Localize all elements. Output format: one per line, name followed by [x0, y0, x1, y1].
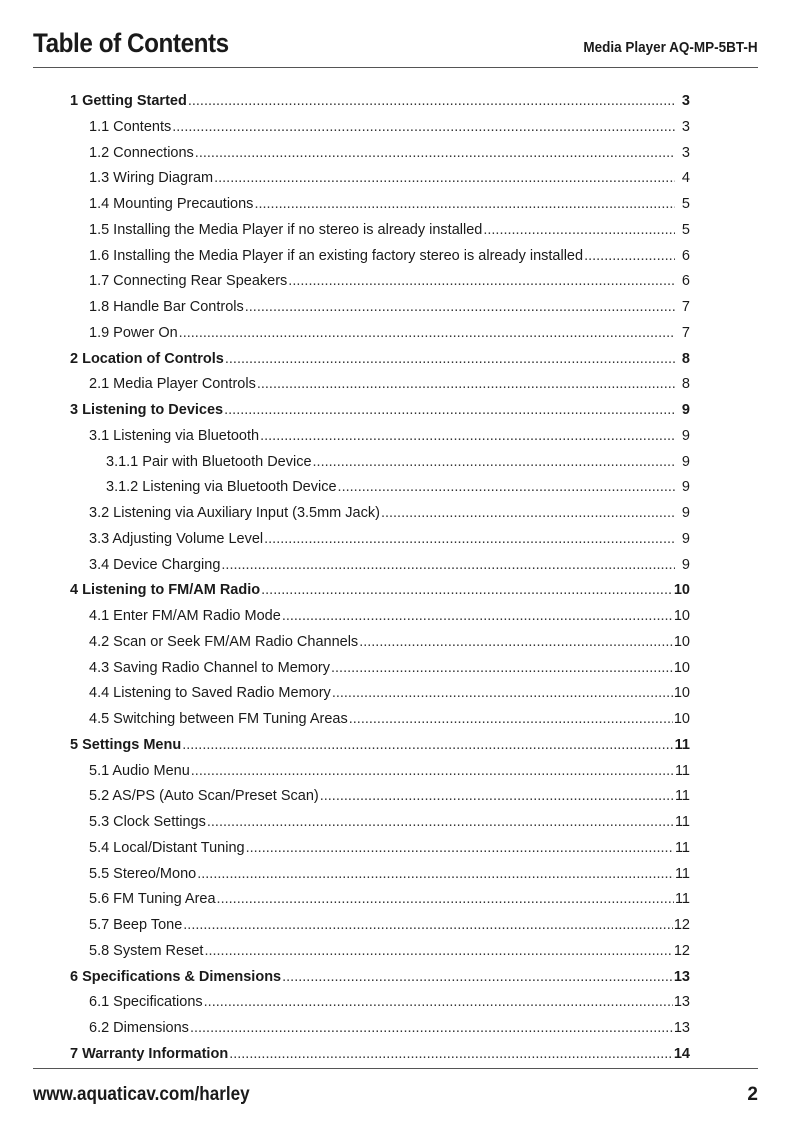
toc-dot-leader — [182, 733, 673, 759]
toc-entry-label: 3.3 Adjusting Volume Level — [89, 530, 264, 547]
toc-page-number: 10 — [673, 608, 690, 624]
footer-url-link[interactable]: www.aquaticav.com/harley — [33, 1084, 250, 1105]
toc-dot-leader — [188, 89, 675, 115]
toc-entry-label: 1.3 Wiring Diagram — [89, 170, 214, 187]
toc-entry-label: 3 Listening to Devices — [70, 402, 224, 418]
toc-subsection-entry[interactable] — [70, 321, 690, 347]
toc-page-number: 11 — [674, 865, 690, 882]
toc-page-number: 11 — [674, 891, 690, 908]
toc-subsection-entry[interactable] — [70, 115, 690, 141]
toc-entry-label: 6.1 Specifications — [89, 994, 203, 1011]
table-of-contents — [70, 89, 690, 1068]
toc-entry-label: 3.1.1 Pair with Bluetooth Device — [106, 453, 312, 470]
toc-dot-leader — [381, 501, 675, 527]
toc-dot-leader — [191, 759, 674, 785]
toc-page-number: 3 — [681, 118, 690, 135]
toc-dot-leader — [190, 1016, 673, 1042]
toc-dot-leader — [261, 578, 673, 604]
toc-entry-label: 5.5 Stereo/Mono — [89, 865, 197, 882]
toc-entry-label: 1.7 Connecting Rear Speakers — [89, 273, 288, 290]
product-name: Media Player AQ-MP-5BT-H — [583, 39, 758, 56]
toc-entry-label: 4.4 Listening to Saved Radio Memory — [89, 685, 331, 702]
toc-subsection-entry[interactable] — [70, 759, 690, 785]
toc-entry-label: 6 Specifications & Dimensions — [70, 968, 282, 985]
toc-subsection-entry[interactable] — [70, 604, 690, 630]
toc-page-number: 9 — [681, 427, 690, 444]
toc-subsection-entry[interactable] — [70, 810, 690, 836]
toc-page-number: 6 — [681, 247, 690, 264]
toc-subsection-entry[interactable] — [70, 656, 690, 682]
toc-subsection-entry[interactable] — [70, 295, 690, 321]
page-number: 2 — [747, 1084, 758, 1105]
toc-entry-label: 3.4 Device Charging — [89, 556, 221, 573]
toc-subsection-entry[interactable] — [70, 424, 690, 450]
toc-dot-leader — [246, 836, 674, 862]
toc-subsection-entry[interactable] — [70, 218, 690, 244]
header-divider — [33, 67, 758, 68]
toc-entry-label: 4.1 Enter FM/AM Radio Mode — [89, 608, 281, 624]
toc-dot-leader — [282, 965, 673, 991]
toc-page-number: 11 — [674, 839, 690, 856]
toc-page-number: 13 — [673, 994, 690, 1011]
toc-entry-label: 1.4 Mounting Precautions — [89, 196, 254, 212]
toc-page-number: 11 — [674, 762, 690, 779]
toc-entry-label: 2.1 Media Player Controls — [89, 376, 256, 393]
toc-dot-leader — [245, 295, 675, 321]
toc-dot-leader — [260, 424, 675, 450]
toc-section-entry[interactable] — [70, 578, 690, 604]
toc-entry-label: 4.2 Scan or Seek FM/AM Radio Channels — [89, 633, 359, 650]
toc-entry-label: 3.2 Listening via Auxiliary Input (3.5mm Jack) — [89, 505, 380, 521]
toc-section-entry[interactable] — [70, 347, 690, 373]
toc-page-number: 11 — [674, 788, 690, 805]
toc-dot-leader — [221, 553, 675, 579]
toc-entry-label: 5.1 Audio Menu — [89, 762, 190, 779]
toc-entry-label: 1.9 Power On — [89, 324, 178, 341]
toc-subsection-entry[interactable] — [70, 939, 690, 965]
toc-entry-label: 4.3 Saving Radio Channel to Memory — [89, 659, 330, 676]
toc-entry-label: 4.5 Switching between FM Tuning Areas — [89, 711, 348, 727]
toc-page-number: 3 — [681, 144, 690, 161]
toc-page-number: 10 — [673, 711, 690, 727]
toc-subsection-entry[interactable] — [70, 1016, 690, 1042]
toc-subsection-entry[interactable] — [70, 784, 690, 810]
toc-dot-leader — [264, 527, 675, 553]
toc-dot-leader — [338, 475, 675, 501]
toc-page-number: 10 — [673, 633, 690, 650]
toc-page-number: 14 — [673, 1045, 690, 1062]
toc-page-number: 4 — [681, 170, 690, 187]
toc-page-number: 13 — [673, 1020, 690, 1036]
toc-subsection-entry[interactable] — [70, 372, 690, 398]
toc-entry-label: 6.2 Dimensions — [89, 1020, 189, 1036]
toc-page-number: 8 — [681, 376, 690, 393]
toc-dot-leader — [225, 347, 675, 373]
toc-dot-leader — [483, 218, 675, 244]
toc-page-number: 12 — [673, 942, 690, 959]
toc-dot-leader — [207, 810, 674, 836]
toc-dot-leader — [224, 398, 675, 424]
toc-entry-label: 5.7 Beep Tone — [89, 917, 183, 933]
toc-subsection-entry[interactable] — [70, 269, 690, 295]
toc-subsection-entry[interactable] — [70, 707, 690, 733]
toc-dot-leader — [313, 450, 675, 476]
toc-dot-leader — [217, 887, 674, 913]
toc-entry-label: 1.5 Installing the Media Player if no stereo is already installed — [89, 221, 483, 238]
toc-subsection-entry[interactable] — [70, 913, 690, 939]
toc-page-number: 9 — [681, 530, 690, 547]
toc-entry-label: 3.1.2 Listening via Bluetooth Device — [106, 479, 337, 496]
toc-dot-leader — [204, 939, 672, 965]
toc-entry-label: 1.6 Installing the Media Player if an existing factory stereo is already installed — [89, 247, 584, 264]
toc-entry-label: 4 Listening to FM/AM Radio — [70, 582, 261, 599]
toc-page-number: 5 — [681, 221, 690, 238]
toc-dot-leader — [332, 681, 673, 707]
toc-page-number: 9 — [681, 402, 690, 418]
toc-page-number: 12 — [673, 917, 690, 933]
toc-dot-leader — [349, 707, 673, 733]
toc-subsection-entry[interactable] — [70, 244, 690, 270]
toc-dot-leader — [257, 372, 675, 398]
toc-subsubsection-entry[interactable] — [70, 475, 690, 501]
toc-entry-label: 1 Getting Started — [70, 93, 187, 109]
toc-section-entry[interactable] — [70, 1042, 690, 1068]
toc-entry-label: 1.8 Handle Bar Controls — [89, 299, 244, 315]
toc-subsection-entry[interactable] — [70, 681, 690, 707]
toc-entry-label: 1.1 Contents — [89, 118, 172, 135]
toc-entry-label: 5.4 Local/Distant Tuning — [89, 839, 245, 856]
toc-section-entry[interactable] — [70, 398, 690, 424]
toc-subsection-entry[interactable] — [70, 887, 690, 913]
toc-page-number: 10 — [673, 685, 690, 702]
toc-dot-leader — [204, 990, 673, 1016]
toc-dot-leader — [254, 192, 675, 218]
toc-subsection-entry[interactable] — [70, 862, 690, 888]
toc-page-number: 9 — [681, 556, 690, 573]
toc-page-number: 11 — [674, 814, 690, 830]
toc-subsection-entry[interactable] — [70, 501, 690, 527]
toc-page-number: 10 — [673, 582, 690, 599]
toc-dot-leader — [183, 913, 673, 939]
toc-entry-label: 5.2 AS/PS (Auto Scan/Preset Scan) — [89, 788, 319, 805]
toc-section-entry[interactable] — [70, 733, 690, 759]
toc-section-entry[interactable] — [70, 89, 690, 115]
toc-dot-leader — [172, 115, 675, 141]
toc-subsection-entry[interactable] — [70, 836, 690, 862]
toc-dot-leader — [320, 784, 674, 810]
toc-dot-leader — [282, 604, 673, 630]
toc-entry-label: 5.6 FM Tuning Area — [89, 891, 216, 908]
toc-subsection-entry[interactable] — [70, 141, 690, 167]
toc-page-number: 3 — [681, 93, 690, 109]
toc-subsection-entry[interactable] — [70, 527, 690, 553]
toc-page-number: 8 — [681, 350, 690, 367]
toc-page-number: 11 — [674, 736, 690, 753]
toc-page-number: 9 — [681, 505, 690, 521]
toc-subsection-entry[interactable] — [70, 630, 690, 656]
toc-dot-leader — [331, 656, 673, 682]
toc-dot-leader — [195, 141, 675, 167]
toc-dot-leader — [584, 244, 675, 270]
toc-entry-label: 2 Location of Controls — [70, 350, 224, 367]
toc-subsection-entry[interactable] — [70, 192, 690, 218]
toc-dot-leader — [197, 862, 674, 888]
toc-dot-leader — [229, 1042, 673, 1068]
toc-page-number: 9 — [681, 453, 690, 470]
toc-entry-label: 1.2 Connections — [89, 144, 194, 161]
toc-subsection-entry[interactable] — [70, 990, 690, 1016]
toc-entry-label: 5.3 Clock Settings — [89, 814, 206, 830]
toc-subsubsection-entry[interactable] — [70, 450, 690, 476]
toc-section-entry[interactable] — [70, 965, 690, 991]
toc-subsection-entry[interactable] — [70, 553, 690, 579]
toc-page-number: 10 — [673, 659, 690, 676]
toc-dot-leader — [359, 630, 673, 656]
toc-page-number: 7 — [681, 299, 690, 315]
toc-page-number: 5 — [681, 196, 690, 212]
page-title: Table of Contents — [33, 28, 229, 58]
toc-entry-label: 5 Settings Menu — [70, 736, 182, 753]
toc-page-number: 13 — [673, 968, 690, 985]
toc-dot-leader — [214, 166, 675, 192]
toc-page-number: 6 — [681, 273, 690, 290]
toc-dot-leader — [179, 321, 675, 347]
toc-page-number: 7 — [681, 324, 690, 341]
toc-entry-label: 7 Warranty Information — [70, 1045, 229, 1062]
toc-dot-leader — [288, 269, 675, 295]
toc-subsection-entry[interactable] — [70, 166, 690, 192]
toc-entry-label: 5.8 System Reset — [89, 942, 204, 959]
toc-page-number: 9 — [681, 479, 690, 496]
footer-divider — [33, 1068, 758, 1069]
toc-entry-label: 3.1 Listening via Bluetooth — [89, 427, 260, 444]
